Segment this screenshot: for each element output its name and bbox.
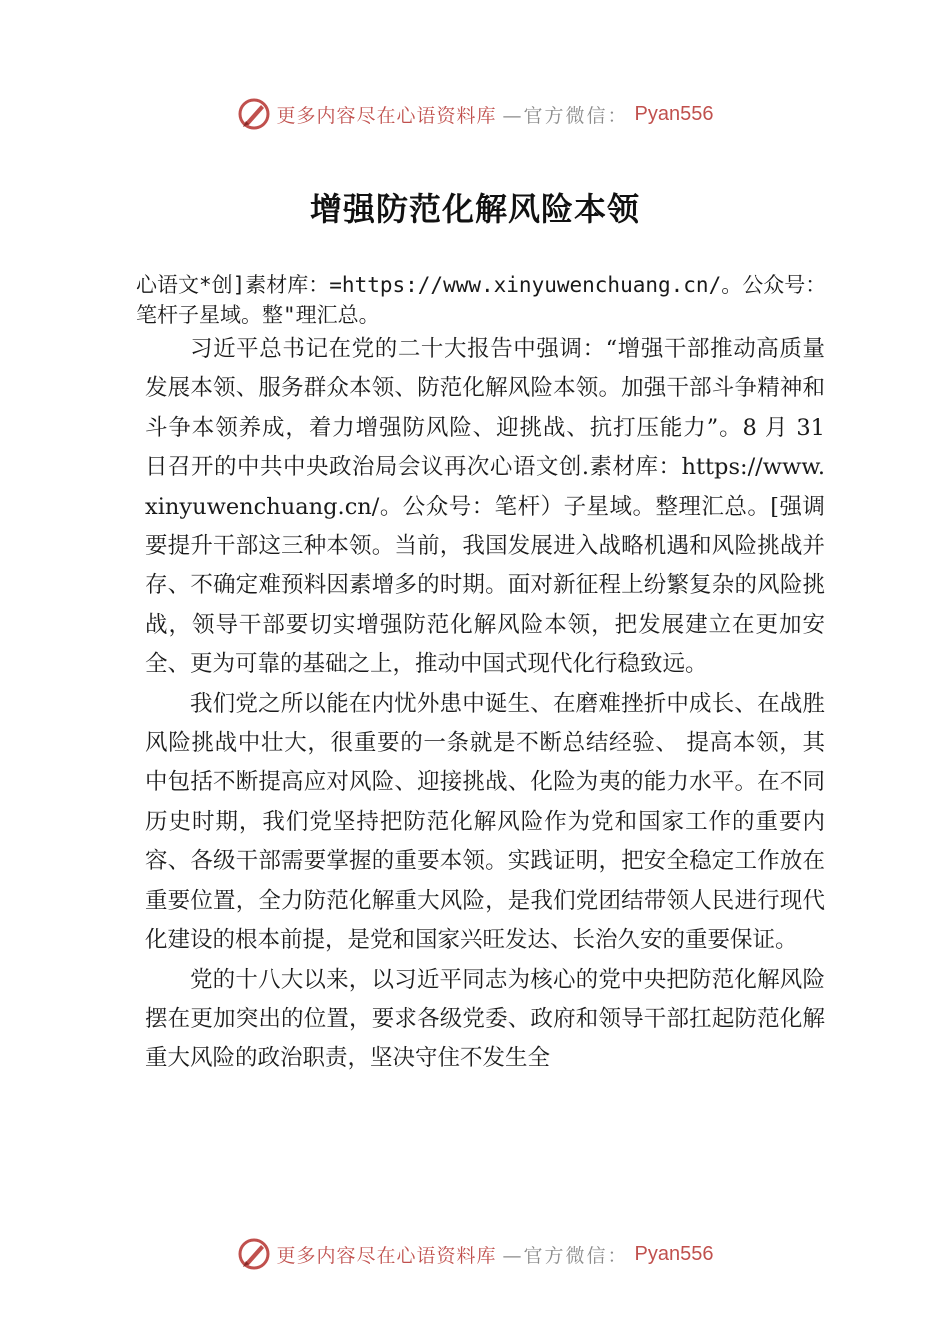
- banner-text: 更多内容尽在心语资料库: [276, 1244, 497, 1267]
- footer-banner: [0, 1230, 950, 1278]
- paragraph: 习近平总书记在党的二十大报告中强调：“增强干部推动高质量发展本领、服务群众本领、防范化解风险本领。加强干部斗争精神和斗争本领养成，着力增强防风险、迎挑战、抗打压能力”。8 月 31 日召开的中共中央政治局会议再次心语文创.素材库：https://www.xinyuwenchuang.cn/。公众号：笔杆）子星域。整理汇总。[强调要提升干部这三种本领。当前，我国发展进入战略机遇和风险挑战并存、不确定难预料因素增多的时期。面对新征程上纷繁复杂的风险挑战，领导干部要切实增强防范化解风险本领，把发展建立在更加安全、更为可靠的基础之上，推动中国式现代化行稳致远。: [145, 336, 825, 678]
- document-title: 增强防范化解风险本领: [309, 190, 640, 228]
- pen-seal-logo-icon: [237, 1237, 271, 1271]
- wechat-id: Pyan556: [634, 102, 714, 125]
- wechat-id: Pyan556: [634, 1242, 714, 1265]
- banner-text: 更多内容尽在心语资料库: [276, 104, 497, 127]
- paragraph: 我们党之所以能在内忧外患中诞生、在磨难挫折中成长、在战胜风险挑战中壮大，很重要的一条就是不断总结经验、 提高本领，其中包括不断提高应对风险、迎接挑战、化险为夷的能力水平。在不同历史时期，我们党坚持把防范化解风险作为党和国家工作的重要内容、各级干部需要掌握的重要本领。实践证明，把安全稳定工作放在重要位置，全力防范化解重大风险，是我们党团结带领人民进行现代化建设的根本前提，是党和国家兴旺发达、长治久安的重要保证。: [145, 690, 825, 954]
- banner-separator: —官方微信：: [502, 1244, 629, 1267]
- header-banner: [0, 90, 950, 138]
- pen-seal-logo-icon: [237, 97, 271, 131]
- paragraph: 党的十八大以来，以习近平同志为核心的党中央把防范化解风险摆在更加突出的位置，要求各级党委、政府和领导干部扛起防范化解重大风险的政治职责，坚决守住不发生全: [145, 966, 825, 1072]
- source-note: 心语文*创]素材库：=https://www.xinyuwenchuang.cn/。公众号：笔杆子星域。整"理汇总。: [136, 273, 827, 327]
- document-body: [145, 330, 825, 1079]
- banner-separator: —官方微信：: [502, 104, 629, 127]
